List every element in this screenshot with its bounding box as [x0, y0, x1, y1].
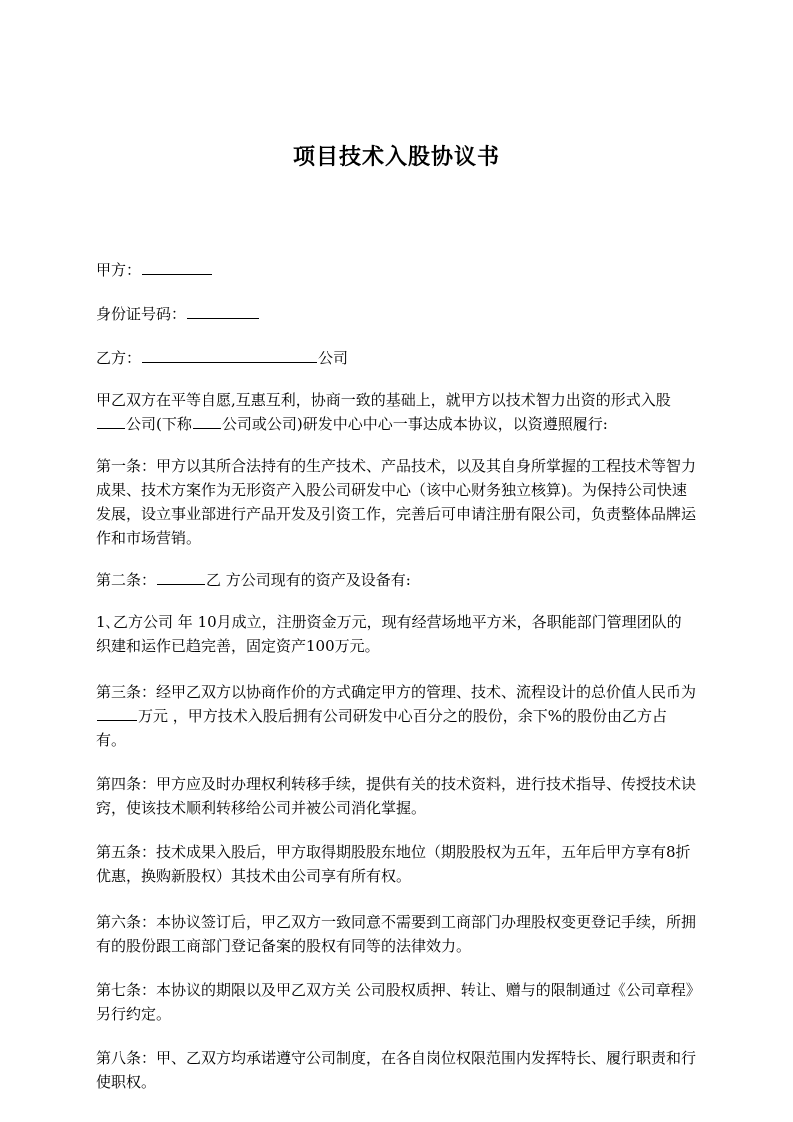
document-body	[96, 258, 696, 1094]
clause-3	[96, 680, 696, 752]
clause-2-blank	[157, 568, 205, 585]
party-b-line	[96, 346, 696, 370]
document-title: 项目技术入股协议书	[292, 145, 500, 170]
id-number-line	[96, 302, 696, 326]
party-a-label: 甲方：	[96, 261, 142, 279]
party-b-suffix: 公司	[318, 349, 349, 367]
id-number-blank	[187, 302, 259, 319]
clause-2	[96, 568, 696, 592]
intro-text-3: 公司或公司)研发中心中心一事达成本协议，以资遵照履行:	[221, 415, 608, 433]
clause-6: 第六条：本协议签订后，甲乙双方一致同意不需要到工商部门办理股权变更登记手续，所拥有的股份跟工商部门登记备案的股权有同等的法律效力。	[96, 913, 697, 955]
clause-8: 第八条：甲、乙双方均承诺遵守公司制度，在各自岗位权限范围内发挥特长、履行职责和行使职权。	[96, 1049, 697, 1091]
price-blank	[97, 704, 137, 721]
clause-5: 第五条：技术成果入股后，甲方取得期股股东地位（期股股权为五年，五年后甲方享有8折优惠，换购新股权）其技术由公司享有所有权。	[96, 843, 691, 885]
company-blank-2	[193, 412, 221, 429]
clause-1: 第一条：甲方以其所合法持有的生产技术、产品技术，以及其自身所掌握的工程技术等智力成果、技术方案作为无形资产入股公司研发中心（该中心财务独立核算)。为保持公司快速发展，设立事业部进行产品开发及引资工作，完善后可申请注册有限公司，负责整体品牌运作和市场营销。	[96, 457, 697, 547]
id-number-label: 身份证号码：	[96, 305, 187, 323]
clause-2-prefix: 第二条：	[96, 571, 157, 589]
clause-7: 第七条：本协议的期限以及甲乙双方关 公司股权质押、转让、赠与的限制通过《公司章程》另行约定。	[96, 981, 694, 1023]
intro-text-2: 公司(下称	[126, 415, 192, 433]
party-b-blank	[142, 346, 317, 363]
party-a-blank	[142, 258, 212, 275]
clause-2-suffix: 乙 方公司现有的资产及设备有:	[206, 571, 411, 589]
party-b-label: 乙方：	[96, 349, 142, 367]
clause-4: 第四条：甲方应及时办理权利转移手续，提供有关的技术资料，进行技术指导、传授技术诀窍，使该技术顺利转移给公司并被公司消化掌握。	[96, 775, 697, 817]
clause-3-text-b: 万元 ，甲方技术入股后拥有公司研发中心百分之的股份，余下%的股份由乙方占有。	[96, 707, 668, 749]
party-a-line	[96, 258, 696, 282]
intro-paragraph	[96, 388, 696, 436]
clause-3-text-a: 第三条：经甲乙双方以协商作价的方式确定甲方的管理、技术、流程设计的总价值人民币为	[96, 683, 697, 701]
clause-2-item-1: 1､乙方公司 年 10月成立，注册资金万元，现有经营场地平方米，各职能部门管理团队的织建和运作已趋完善，固定资产100万元。	[96, 613, 682, 655]
company-blank-1	[97, 412, 125, 429]
intro-text-1: 甲乙双方在平等自愿,互惠互利，协商一致的基础上，就甲方以技术智力出资的形式入股	[96, 391, 671, 409]
